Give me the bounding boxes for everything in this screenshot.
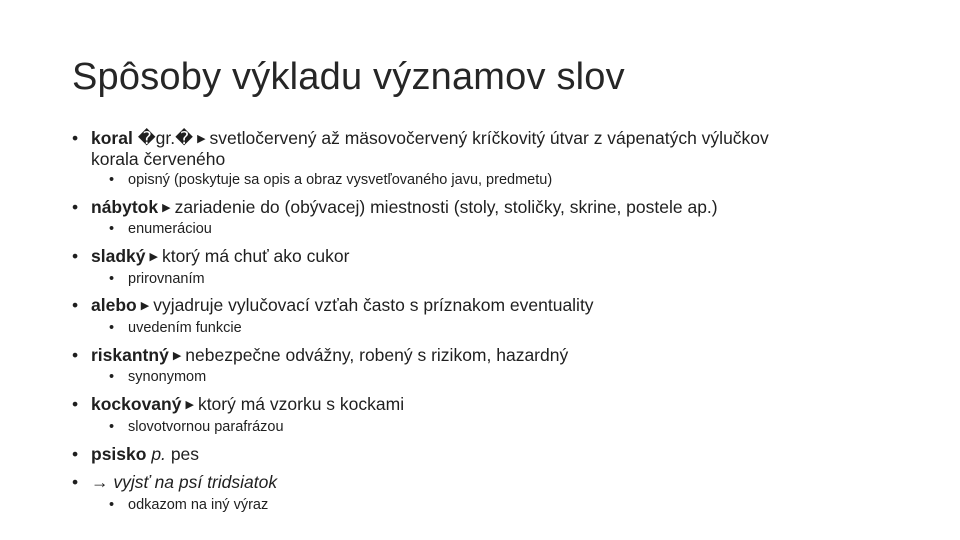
- sub-item-funkcia: [109, 319, 242, 337]
- arrow-icon: ▶: [149, 251, 158, 263]
- arrow-icon: ▶: [172, 350, 182, 362]
- method-parafraza: slovotvornou parafrázou: [128, 419, 284, 435]
- bullet: •: [109, 497, 115, 513]
- term-riskantny: riskantný: [91, 345, 169, 365]
- sub-item-parafraza: [109, 418, 284, 436]
- reference-word: pes: [170, 444, 200, 464]
- bullet: •: [72, 295, 79, 315]
- reference-abbr: p.: [151, 444, 166, 464]
- bullet: •: [72, 197, 79, 217]
- term-nabytok: nábytok: [91, 197, 159, 217]
- bullet: •: [72, 472, 79, 492]
- method-synonymum: synonymom: [128, 369, 207, 385]
- sub-item-enumeracia: [109, 220, 212, 238]
- arrow-ref-icon: →: [91, 472, 109, 492]
- arrow-icon: ▶: [140, 300, 150, 312]
- sub-item-prirovnanie: [109, 270, 205, 288]
- method-odkaz: odkazom na iný výraz: [128, 497, 269, 513]
- bullet: •: [109, 221, 115, 237]
- bullet: •: [72, 345, 79, 365]
- method-funkcia: uvedením funkcie: [128, 320, 242, 336]
- bullet: •: [109, 419, 115, 435]
- bullet: •: [72, 128, 79, 148]
- term-kockovany: kockovaný: [91, 394, 182, 414]
- definition-alebo: vyjadruje vylučovací vzťah často s príznakom eventuality: [153, 295, 594, 315]
- idiom-phrase: vyjsť na psí tridsiatok: [113, 472, 278, 492]
- list-item-sladky: [72, 246, 349, 267]
- arrow-icon: ▶: [197, 133, 206, 145]
- marker-koral: �gr.�: [137, 128, 194, 148]
- sub-item-opisny: [109, 171, 552, 189]
- term-koral: koral: [91, 128, 133, 148]
- definition-sladky: ktorý má chuť ako cukor: [161, 246, 350, 266]
- slide-title: Spôsoby výkladu významov slov: [72, 56, 625, 98]
- definition-koral-line2: korala červeného: [91, 149, 226, 169]
- definition-nabytok: zariadenie do (obývacej) miestnosti (stoly, stoličky, skrine, postele ap.): [174, 197, 718, 217]
- arrow-icon: ▶: [185, 399, 194, 411]
- arrow-icon: ▶: [162, 202, 171, 214]
- list-item-alebo: [72, 295, 594, 316]
- bullet: •: [109, 172, 115, 188]
- definition-riskantny: nebezpečne odvážny, robený s rizikom, hazardný: [185, 345, 569, 365]
- sub-item-synonymum: [109, 368, 206, 386]
- list-item-koral: [72, 128, 769, 169]
- definition-kockovany: ktorý má vzorku s kockami: [197, 394, 405, 414]
- list-item-psisko: [72, 444, 199, 464]
- term-psisko: psisko: [91, 444, 147, 464]
- method-enumeracia: enumeráciou: [128, 221, 212, 237]
- bullet: •: [109, 271, 115, 287]
- sub-item-odkaz: [109, 496, 268, 514]
- method-prirovnanie: prirovnaním: [128, 271, 205, 287]
- term-sladky: sladký: [91, 246, 146, 266]
- bullet: •: [72, 444, 79, 464]
- bullet: •: [109, 369, 115, 385]
- bullet: •: [72, 394, 79, 414]
- bullet: •: [109, 320, 115, 336]
- list-item-nabytok: [72, 197, 718, 218]
- method-opisny: opisný (poskytuje sa opis a obraz vysvetľovaného javu, predmetu): [128, 172, 553, 188]
- definition-koral-line1: svetločervený až mäsovočervený kríčkovitý útvar z vápenatých výlučkov: [209, 128, 769, 148]
- term-alebo: alebo: [91, 295, 137, 315]
- list-item-kockovany: [72, 394, 404, 415]
- list-item-idiom: [72, 472, 277, 492]
- list-item-riskantny: [72, 345, 568, 366]
- bullet: •: [72, 246, 79, 266]
